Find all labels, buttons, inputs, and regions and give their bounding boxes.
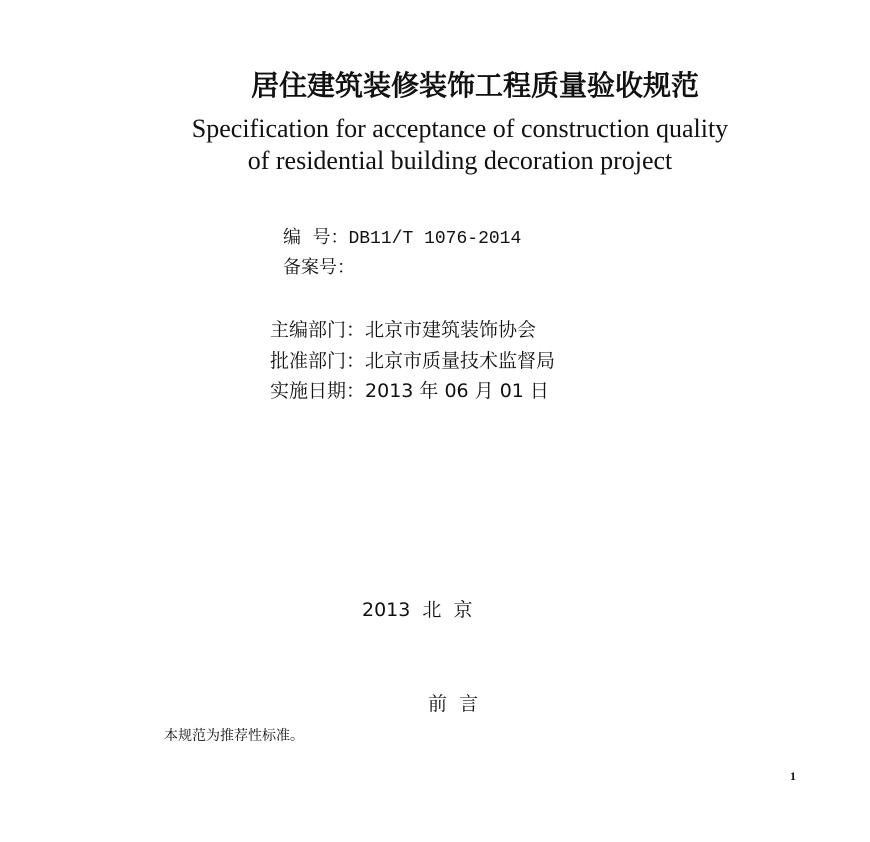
- code-row: [283, 228, 521, 248]
- record-label: 备案号：: [283, 257, 355, 278]
- approver-value: 北京市质量技术监督局: [365, 350, 556, 372]
- document-title-en-line2: of residential building decoration project: [247, 146, 673, 175]
- editor-label: 主编部门：: [270, 319, 366, 341]
- foreword-heading: 前 言: [428, 693, 479, 715]
- editor-value: 北京市建筑装饰协会: [365, 319, 537, 341]
- page-number: 1: [790, 769, 796, 783]
- document-title-cn: 居住建筑装修装饰工程质量验收规范: [250, 69, 699, 102]
- place-year: 2013 北 京: [362, 599, 473, 621]
- code-label: 编 号：: [283, 227, 349, 248]
- code-value: DB11/T 1076-2014: [348, 229, 522, 249]
- effective-label: 实施日期：: [270, 380, 366, 402]
- approver-label: 批准部门：: [270, 350, 366, 372]
- document-title-en-line1: Specification for acceptance of construction quality: [191, 114, 729, 143]
- editor-row: [270, 321, 536, 340]
- approver-row: [270, 352, 555, 371]
- effective-row: [270, 382, 549, 401]
- foreword-text: 本规范为推荐性标准。: [164, 728, 304, 744]
- effective-value: 2013 年 06 月 01 日: [365, 380, 549, 402]
